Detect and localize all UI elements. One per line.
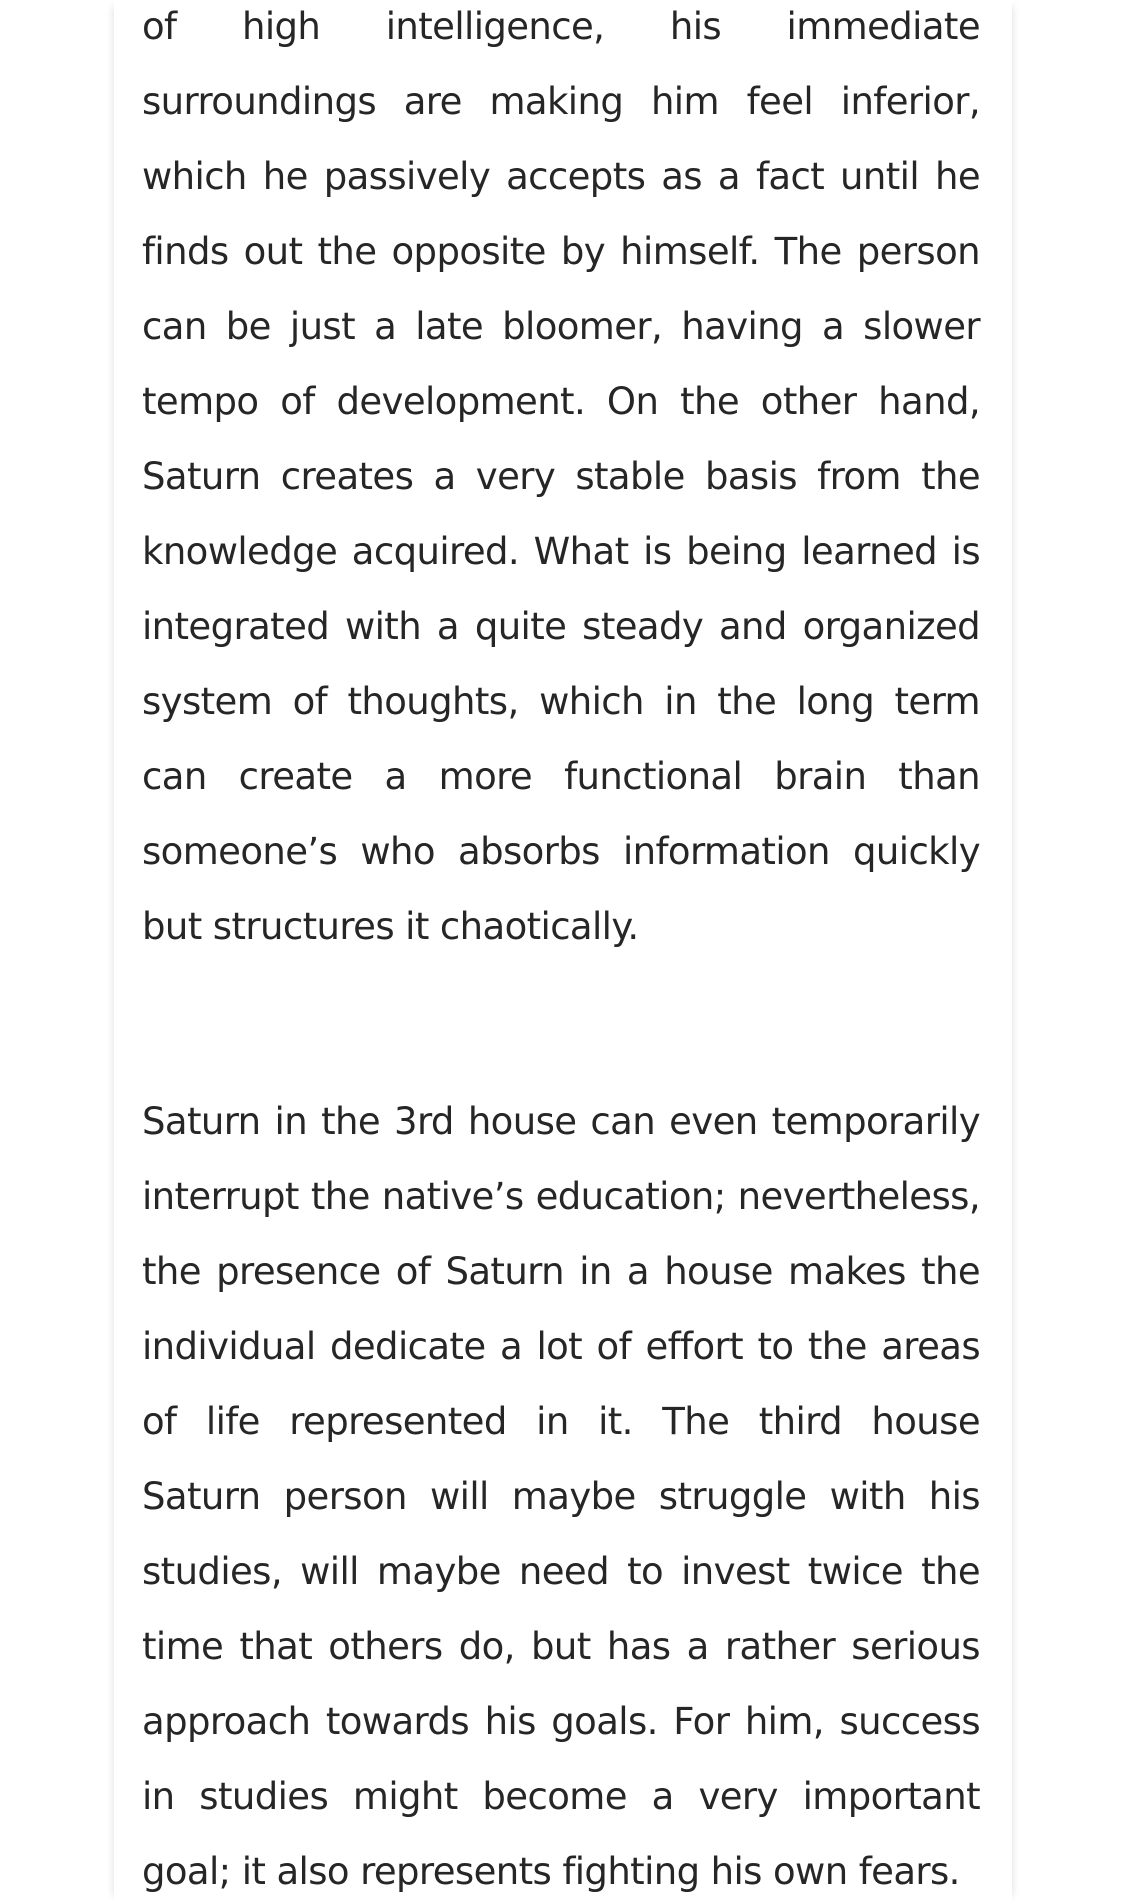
article-card bbox=[114, 0, 1012, 1902]
article-paragraph: of high intelligence, his immediate surroundings are making him feel inferior, which he passively accepts as a fact until he finds out the opposite by himself. The person can be just a late bloomer, having a slower tempo of development. On the other hand, Saturn creates a very stable basis from the knowledge acquired. What is being learned is integrated with a quite steady and organized system of thoughts, which in the long term can create a more functional brain than someone’s who absorbs information quickly but structures it chaotically. bbox=[142, 5, 980, 948]
article-paragraph: Saturn in the 3rd house can even temporarily interrupt the native’s education; nevertheless, the presence of Saturn in a house makes the individual dedicate a lot of effort to the areas of life represented in it. The third house Saturn person will maybe struggle with his studies, will maybe need to invest twice the time that others do, but has a rather serious approach towards his goals. For him, success in studies might become a very important goal; it also represents fighting his own fears. bbox=[142, 1100, 980, 1893]
article-body bbox=[142, 0, 980, 1902]
